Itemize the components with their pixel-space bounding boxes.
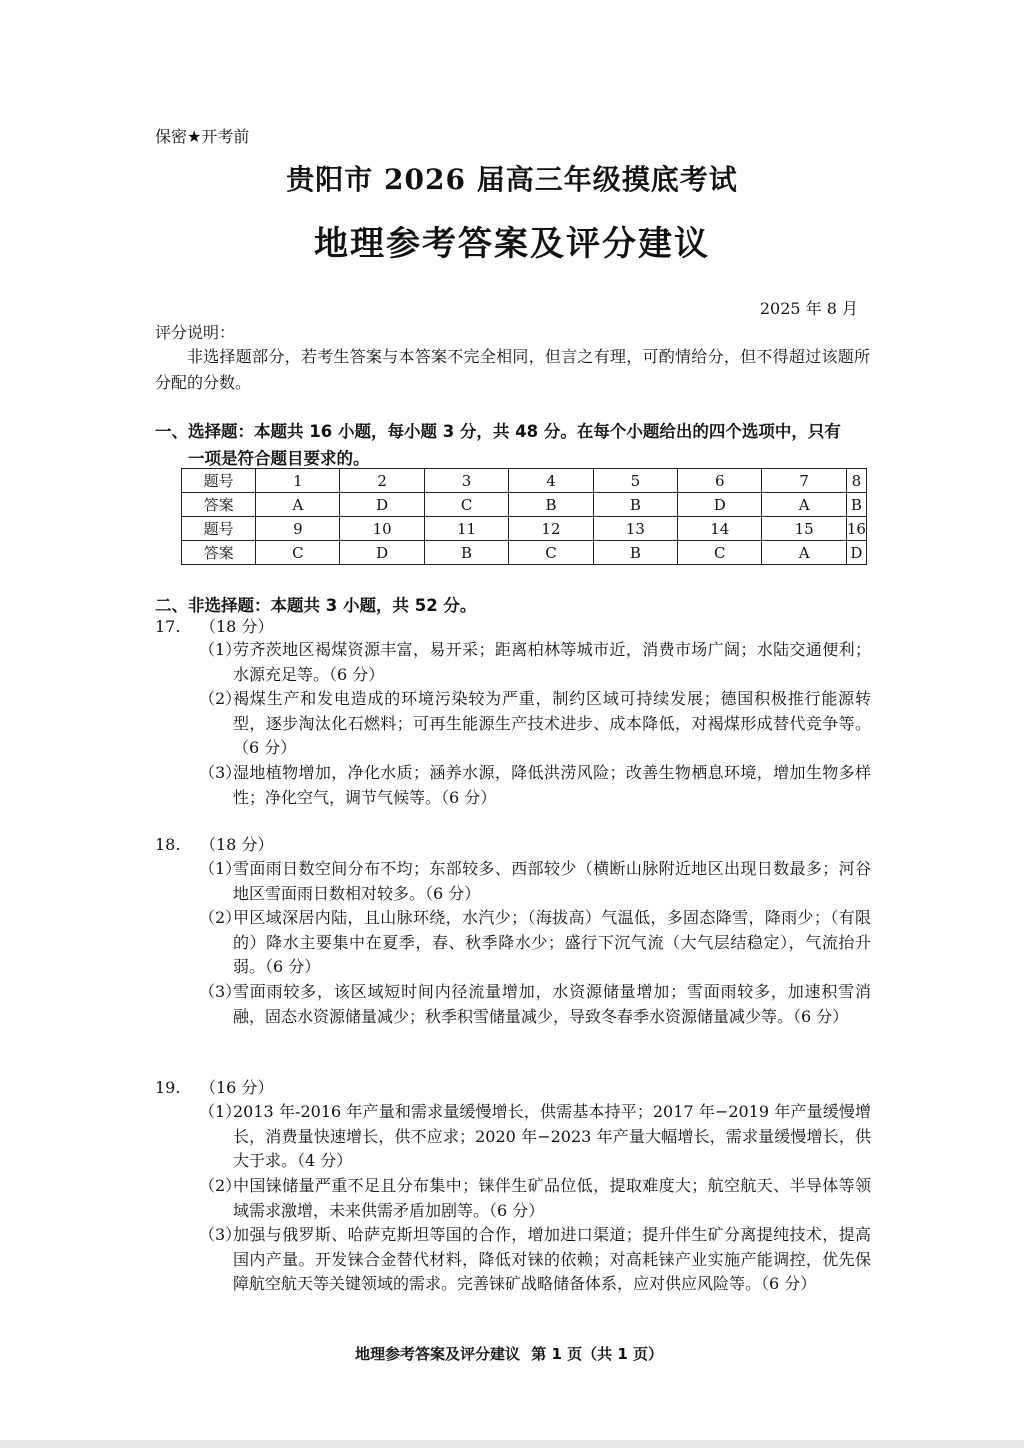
answer-table-number-row: [182, 469, 867, 493]
answer-item: [199, 857, 871, 906]
question-number: 18.: [155, 835, 181, 854]
answer-item: [199, 1223, 871, 1297]
item-mark: （2）: [199, 689, 242, 708]
question-score: （16 分）: [200, 1078, 274, 1097]
table-cell: C: [509, 541, 593, 565]
table-cell: A: [762, 493, 846, 517]
answer-item: [199, 638, 871, 687]
section2-heading: 二、非选择题：本题共 3 小题，共 52 分。: [155, 596, 477, 615]
item-text: 加强与俄罗斯、哈萨克斯坦等国的合作，增加进口渠道；提升伴生矿分离提纯技术，提高国内产量。开发铼合金替代材料，降低对铼的依赖；对高耗铼产业实施产能调控，优先保障航空航天等关键领域的需求。完善铼矿战略储备体系，应对供应风险等。（6 分）: [233, 1225, 871, 1293]
table-cell: 1: [256, 469, 340, 493]
table-cell: B: [846, 493, 866, 517]
item-text: 2013 年-2016 年产量和需求量缓慢增长，供需基本持平；2017 年−2019 年产量缓慢增长，消费量快速增长，供不应求；2020 年−2023 年产量大幅增长，需求量缓慢增长，供大于求。（4 分）: [233, 1102, 871, 1170]
item-mark: （3）: [199, 1225, 242, 1244]
table-cell: 8: [846, 469, 866, 493]
page-footer: [0, 1343, 1024, 1364]
item-text: 中国铼储量严重不足且分布集中；铼伴生矿品位低，提取难度大；航空航天、半导体等领域需求激增，未来供需矛盾加剧等。（6 分）: [233, 1176, 871, 1220]
answer-item: [199, 906, 871, 980]
table-cell: 15: [762, 517, 846, 541]
table-cell: B: [593, 541, 677, 565]
answer-item: [199, 761, 871, 810]
answer-item: [199, 1174, 871, 1223]
table-cell: B: [424, 541, 508, 565]
item-text: 雪面雨较多，该区域短时间内径流量增加，水资源储量增加；雪面雨较多，加速积雪消融，固态水资源储量减少；秋季积雪储量减少，导致冬春季水资源储量减少等。（6 分）: [233, 982, 871, 1026]
row-label-answer: 答案: [182, 541, 256, 565]
answer-table: [181, 468, 867, 565]
table-cell: D: [340, 541, 424, 565]
item-mark: （3）: [199, 763, 242, 782]
table-cell: 12: [509, 517, 593, 541]
item-text: 雪面雨日数空间分布不均；东部较多、西部较少（横断山脉附近地区出现日数最多；河谷地区雪面雨日数相对较多。（6 分）: [233, 859, 871, 903]
table-cell: C: [424, 493, 508, 517]
table-cell: B: [593, 493, 677, 517]
answer-item: [199, 980, 871, 1029]
question-17-header: [155, 614, 273, 639]
table-cell: B: [509, 493, 593, 517]
exam-title: 贵阳市 2026 届高三年级摸底考试: [286, 163, 738, 196]
table-cell: C: [256, 541, 340, 565]
confidential-label: 保密★开考前: [155, 127, 250, 146]
table-cell: 2: [340, 469, 424, 493]
answer-table-answer-row: [182, 493, 867, 517]
question-19-header: [155, 1075, 273, 1100]
item-mark: （2）: [199, 1176, 242, 1195]
footer-page-info: 第 1 页（共 1 页）: [531, 1345, 663, 1363]
section1-heading-line1: 一、选择题：本题共 16 小题，每小题 3 分，共 48 分。在每个小题给出的四个选项中，只有: [155, 422, 841, 441]
item-mark: （1）: [199, 859, 242, 878]
document-date: 2025 年 8 月: [759, 299, 858, 318]
table-cell: 3: [424, 469, 508, 493]
table-cell: 16: [846, 517, 866, 541]
document-title: 地理参考答案及评分建议: [314, 224, 710, 264]
item-mark: （2）: [199, 908, 242, 927]
table-cell: 7: [762, 469, 846, 493]
answer-item: [199, 1100, 871, 1174]
table-cell: 9: [256, 517, 340, 541]
answer-item: [199, 687, 871, 761]
section1-heading-line2: 一项是符合题目要求的。: [188, 449, 370, 468]
question-18-header: [155, 832, 273, 857]
item-text: 褐煤生产和发电造成的环境污染较为严重，制约区域可持续发展；德国积极推行能源转型，逐步淘汰化石燃料；可再生能源生产技术进步、成本降低，对褐煤形成替代竞争等。（6 分）: [233, 689, 871, 757]
question-number: 19.: [155, 1078, 181, 1097]
row-label-number: 题号: [182, 517, 256, 541]
table-cell: 11: [424, 517, 508, 541]
item-mark: （1）: [199, 640, 242, 659]
item-mark: （3）: [199, 982, 242, 1001]
table-cell: 13: [593, 517, 677, 541]
question-number: 17.: [155, 617, 181, 636]
question-score: （18 分）: [200, 835, 274, 854]
answer-table-number-row: [182, 517, 867, 541]
table-cell: 4: [509, 469, 593, 493]
scan-bottom-edge: [0, 1440, 1024, 1448]
item-text: 甲区域深居内陆，且山脉环绕，水汽少；（海拔高）气温低，多固态降雪，降雨少；（有限的）降水主要集中在夏季，春、秋季降水少；盛行下沉气流（大气层结稳定），气流抬升弱。（6 分）: [233, 908, 871, 976]
answer-table-answer-row: [182, 541, 867, 565]
table-cell: 5: [593, 469, 677, 493]
item-mark: （1）: [199, 1102, 242, 1121]
section1-heading: [155, 418, 873, 472]
question-score: （18 分）: [200, 617, 274, 636]
row-label-number: 题号: [182, 469, 256, 493]
footer-doc-name: 地理参考答案及评分建议: [354, 1345, 520, 1363]
scoring-note-body: 非选择题部分，若考生答案与本答案不完全相同，但言之有理，可酌情给分，但不得超过该题所分配的分数。: [155, 347, 870, 392]
table-cell: 14: [678, 517, 762, 541]
row-label-answer: 答案: [182, 493, 256, 517]
table-cell: 6: [678, 469, 762, 493]
table-cell: 10: [340, 517, 424, 541]
table-cell: D: [340, 493, 424, 517]
table-cell: A: [256, 493, 340, 517]
item-text: 劳齐茨地区褐煤资源丰富，易开采；距离柏林等城市近，消费市场广阔；水陆交通便利；水源充足等。（6 分）: [233, 640, 871, 684]
scoring-note-title: 评分说明：: [155, 323, 236, 342]
table-cell: C: [678, 541, 762, 565]
table-cell: D: [846, 541, 866, 565]
table-cell: A: [762, 541, 846, 565]
item-text: 湿地植物增加，净化水质；涵养水源，降低洪涝风险；改善生物栖息环境，增加生物多样性；净化空气，调节气候等。（6 分）: [233, 763, 871, 807]
table-cell: D: [678, 493, 762, 517]
